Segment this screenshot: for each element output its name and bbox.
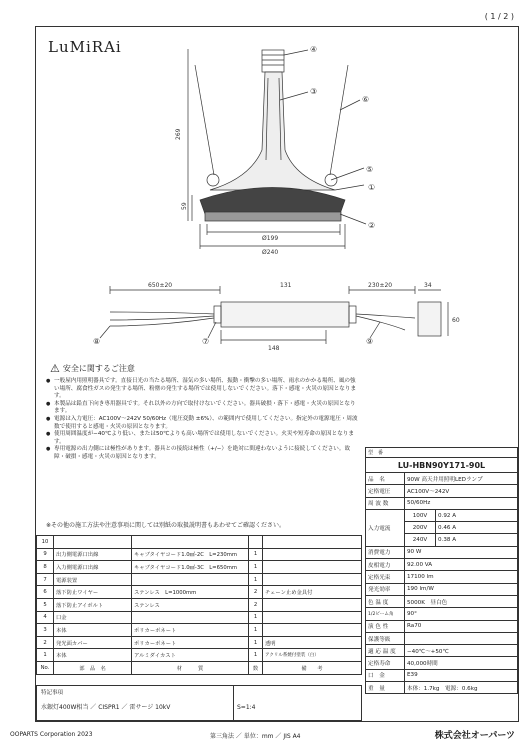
callout-4: ④ <box>310 45 318 54</box>
dim-output-cable: 230±20 <box>368 282 393 289</box>
table-row: 10 <box>37 536 362 549</box>
notice-item: ● 電源は入力電圧：AC100V〜242V 50/60Hz（電圧変動 ±6%）、の範囲内で使用してください。指定外の電源電圧・周波数で使用すると感電・火災の原因となります。 <box>46 416 358 431</box>
table-row: 3 本体 ポリカーボネート 1 <box>37 624 362 637</box>
projection-info: 第三角法 ／ 単位：mm ／ JIS A4 <box>210 733 301 740</box>
spec-table: 型 番 LU-HBN90Y171-90L 品 名 90W 高天井用照明LEDランプ 定格電圧 AC100V〜242V 周 波 数 50/60Hz 入力電流 100V 0.92 A 200V 0.46 A 240V 0.38 A 消費電力 90 W 皮相電力 92.00 VA 定格光束 17100 lm 発光効率 190 lm/W 色 温 度 5000K 昼白色 1/2ビーム角 90° 演 色 性 Ra70 保護等級 適 応 温 度 −40℃〜+50℃ 定格寿命 40,000時間 口 金 E39 重 量 本体：1.7kg 電源：0.6kg <box>365 447 518 694</box>
table-row: 4 口金 1 <box>37 611 362 624</box>
table-row: 1 本体 アルミダイカスト 1 アクリル系焼付塗装（白） <box>37 649 362 662</box>
callout-8: ⑧ <box>93 337 101 346</box>
dim-148: 148 <box>268 345 280 352</box>
callout-6: ⑥ <box>362 95 370 104</box>
dim-body-height: 59 <box>181 202 188 210</box>
notice-item: ● 専用電源の出力側には極性があります。器具との接続は極性（+/−）を絶対に間違わないように接続してください。故障・破損・感電・火災の原因となります。 <box>46 446 358 461</box>
notice-item: ● 本製品は鉛直下向き専用器具です。それ以外の方向で取付けないでください。器具破損・落下・感電・火災の原因となります。 <box>46 401 358 416</box>
model-number: LU-HBN90Y171-90L <box>366 458 518 473</box>
notice-footnote: ※その他の施工方法や注意事項に関しては別紙の取扱説明書もあわせてご確認ください。 <box>46 522 286 529</box>
table-row: 5 落下防止アイボルト ステンレス 2 <box>37 598 362 611</box>
safety-wire-right <box>330 65 348 175</box>
callout-2: ② <box>368 221 376 230</box>
table-row: 9 出力側電源口出線 キャブタイヤコード1.0㎟-2C L=230mm 1 <box>37 548 362 561</box>
power-supply-unit <box>221 302 349 327</box>
table-header-row: No. 部 品 名 材 質 数 備 考 <box>37 661 362 674</box>
dim-supply-length: 131 <box>280 282 292 289</box>
eye-bolt-left <box>207 174 219 186</box>
corporation-credit: OOPARTS Corporation 2023 <box>10 731 93 738</box>
drawing-scale: S=1:4 <box>237 704 256 711</box>
special-notes-text: 水銀灯400W相当 ／ CISPR1 ／ 雷サージ 10kV <box>41 704 171 711</box>
callout-5: ⑤ <box>366 165 374 174</box>
safety-notice-list <box>46 378 358 462</box>
callout-7: ⑦ <box>202 337 210 346</box>
type-label: 型 番 <box>366 448 518 458</box>
notice-item: ● 使用周囲温度が−40℃より低い、または50℃よりも高い場所では使用しないでください。火災や短寿命の原因となります。 <box>46 431 358 446</box>
power-supply-side <box>418 302 441 336</box>
dim-d240: Ø240 <box>262 249 279 256</box>
dim-d199: Ø199 <box>262 235 279 242</box>
special-notes-label: 特記事項 <box>41 690 64 696</box>
dim-total-height: 269 <box>175 128 182 140</box>
lamp-base <box>262 50 284 72</box>
callout-1: ① <box>368 183 376 192</box>
page-number: ( 1 / 2 ) <box>484 12 514 21</box>
parts-table <box>36 535 362 675</box>
company-name: 株式会社オーパーツ <box>434 731 515 741</box>
table-row: 8 入力側電源口出線 キャブタイヤコード1.0㎟-3C L=650mm 1 <box>37 561 362 574</box>
technical-drawing <box>0 0 530 360</box>
dim-34: 34 <box>424 282 432 289</box>
callout-3: ③ <box>310 87 318 96</box>
dim-60: 60 <box>452 317 460 324</box>
dim-input-cable: 650±20 <box>148 282 173 289</box>
special-notes-box <box>36 685 362 721</box>
safety-notice-title: ⚠ 安全に関するご注意 <box>50 362 135 375</box>
product-name: 90W 高天井用照明LEDランプ <box>405 473 518 485</box>
table-row: 6 落下防止ワイヤー ステンレス L=1000mm 2 チェーン止め金具付 <box>37 586 362 599</box>
warning-icon: ⚠ <box>50 362 60 375</box>
table-row: 7 電源装置 1 <box>37 573 362 586</box>
safety-wire-left <box>195 65 214 175</box>
notice-item: ● 一般屋内用照明器具です。直接日光の当たる場所、湿気の多い場所、振動・衝撃の多い場所、雨水のかかる場所、風の強い場所、腐食性ガスの発生する場所、粉塵の発生する場所では使用しないでください。落下・感電・火災の原因となります。 <box>46 378 358 401</box>
emitting-cover <box>205 212 341 221</box>
table-row: 2 発光面カバー ポリカーボネート 1 透明 <box>37 636 362 649</box>
callout-9: ⑨ <box>366 337 374 346</box>
brand-logo: LuMiRAi <box>48 38 122 56</box>
